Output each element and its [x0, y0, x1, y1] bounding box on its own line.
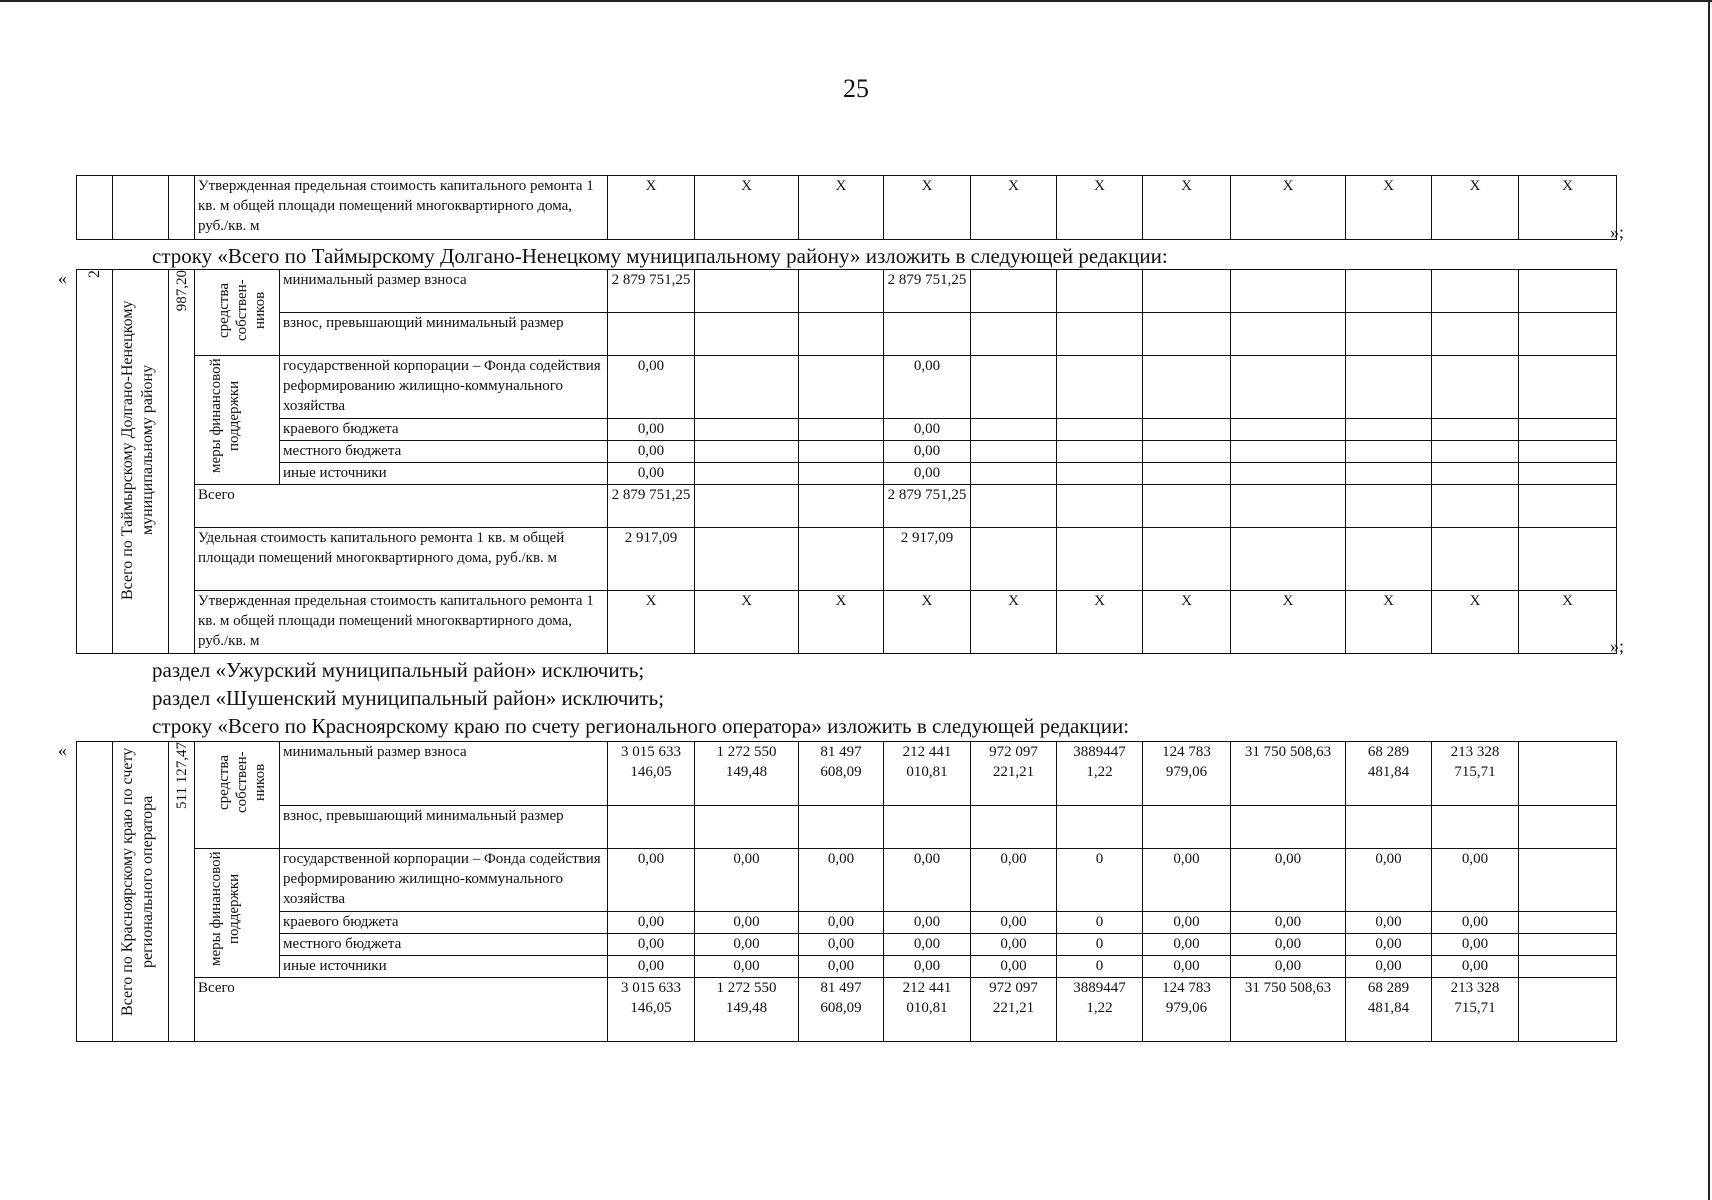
cell-empty — [695, 528, 799, 591]
value-cell: 0,00 — [1231, 956, 1346, 978]
cell-empty — [1432, 463, 1519, 485]
total-value: 213 328 715,71 — [1432, 978, 1519, 1042]
cell-empty — [799, 270, 884, 313]
row-number-text: 2 — [85, 270, 103, 278]
row-label: взнос, превышающий минимальный размер — [280, 313, 608, 356]
row-label: государственной корпорации – Фонда содействия реформированию жилищно-коммунального хозяйства — [280, 849, 608, 912]
cell-empty — [77, 176, 113, 240]
cell-empty — [1519, 463, 1617, 485]
cell-empty — [1057, 528, 1143, 591]
unit-cost-value: 2 917,09 — [608, 528, 695, 591]
close-quote-2: »; — [1610, 636, 1625, 656]
limit-cell: Х — [884, 591, 971, 654]
cell-empty — [971, 356, 1057, 419]
value-cell: 124 783 979,06 — [1143, 742, 1231, 806]
total-value: 212 441 010,81 — [884, 978, 971, 1042]
cell-empty — [799, 463, 884, 485]
total-value — [1519, 978, 1617, 1042]
value-cell: 0 — [1057, 849, 1143, 912]
value-cell: 0,00 — [884, 356, 971, 419]
total-value: 124 783 979,06 — [1143, 978, 1231, 1042]
cell-empty — [1432, 441, 1519, 463]
group-owners — [195, 742, 280, 849]
cell-empty — [1143, 441, 1231, 463]
value-cell: 0,00 — [884, 463, 971, 485]
value-cell: 0 — [1057, 956, 1143, 978]
cell-empty — [695, 356, 799, 419]
cell-empty — [1432, 806, 1519, 849]
value-cell: 0,00 — [608, 463, 695, 485]
limit-cell: Х — [799, 591, 884, 654]
total-value: 3 015 633 146,05 — [608, 978, 695, 1042]
limit-cell: Х — [1432, 176, 1519, 240]
instruction-taimyr: строку «Всего по Таймырскому Долгано-Ненецкому муниципальному району» изложить в следующей редакции: — [152, 244, 1168, 268]
value-cell: 0,00 — [608, 912, 695, 934]
value-cell: 0,00 — [1346, 934, 1432, 956]
limit-cell: Х — [884, 176, 971, 240]
value-cell: 0 — [1057, 934, 1143, 956]
value-cell: 2 879 751,25 — [884, 270, 971, 313]
cell-empty — [1519, 806, 1617, 849]
cell-empty — [971, 806, 1057, 849]
district-name — [113, 742, 169, 1042]
cell-empty — [1143, 528, 1231, 591]
cell-empty — [1057, 485, 1143, 528]
value-cell: 0,00 — [695, 912, 799, 934]
value-cell: 0,00 — [799, 934, 884, 956]
value-cell: 0,00 — [1143, 849, 1231, 912]
cell-empty — [1432, 485, 1519, 528]
value-cell: 68 289 481,84 — [1346, 742, 1432, 806]
value-cell: 213 328 715,71 — [1432, 742, 1519, 806]
cell-empty — [1432, 270, 1519, 313]
cell-empty — [971, 463, 1057, 485]
cell-empty — [1519, 270, 1617, 313]
cell-empty — [1143, 356, 1231, 419]
total-value: 3889447 1,22 — [1057, 978, 1143, 1042]
group-support-text: меры финансовой поддержки — [208, 851, 242, 967]
limit-cell: Х — [695, 176, 799, 240]
limit-cell: Х — [1231, 591, 1346, 654]
total-value: 1 272 550 149,48 — [695, 978, 799, 1042]
open-quote-1: « — [58, 268, 67, 288]
row-label: местного бюджета — [280, 934, 608, 956]
value-cell: 212 441 010,81 — [884, 742, 971, 806]
cell-empty — [1519, 485, 1617, 528]
limit-cost-label: Утвержденная предельная стоимость капитального ремонта 1 кв. м общей площади помещений многоквартирного дома, руб./кв. м — [195, 176, 608, 240]
total-value: 972 097 221,21 — [971, 978, 1057, 1042]
limit-cell: Х — [1519, 591, 1617, 654]
cell-empty — [1519, 419, 1617, 441]
cell-empty — [799, 441, 884, 463]
limit-cell: Х — [1346, 591, 1432, 654]
limit-cell: Х — [799, 176, 884, 240]
limit-cell: Х — [1519, 176, 1617, 240]
instruction-uzhur: раздел «Ужурский муниципальный район» исключить; — [152, 658, 645, 682]
total-label: Всего — [195, 485, 608, 528]
cell-empty — [1346, 485, 1432, 528]
taimyr-table — [76, 269, 1617, 654]
cell-empty — [1432, 419, 1519, 441]
limit-cell: Х — [1346, 176, 1432, 240]
cell-empty — [695, 441, 799, 463]
cell-empty — [695, 419, 799, 441]
page-right-edge — [1708, 0, 1710, 1200]
group-support — [195, 356, 280, 485]
cell-empty — [1057, 419, 1143, 441]
limit-cell: Х — [1143, 176, 1231, 240]
cell-empty — [695, 806, 799, 849]
cell-empty — [971, 441, 1057, 463]
cell-empty — [1231, 313, 1346, 356]
value-cell: 0,00 — [884, 849, 971, 912]
value-cell: 0,00 — [608, 956, 695, 978]
value-cell: 0,00 — [799, 956, 884, 978]
cell-empty — [1346, 313, 1432, 356]
value-cell: 0,00 — [608, 356, 695, 419]
value-cell: 0,00 — [884, 934, 971, 956]
cell-empty — [1519, 528, 1617, 591]
cell-empty — [799, 528, 884, 591]
value-cell: 3889447 1,22 — [1057, 742, 1143, 806]
group-owners — [195, 270, 280, 356]
value-cell: 1 272 550 149,48 — [695, 742, 799, 806]
cell-empty — [1057, 441, 1143, 463]
limit-cell: Х — [971, 591, 1057, 654]
value-cell — [1519, 742, 1617, 806]
row-label: краевого бюджета — [280, 912, 608, 934]
cell-empty — [971, 485, 1057, 528]
value-cell: 0,00 — [1432, 934, 1519, 956]
value-cell: 0,00 — [695, 849, 799, 912]
close-quote-1: »; — [1610, 222, 1625, 242]
area-cell — [169, 270, 195, 654]
limit-cell: Х — [1057, 591, 1143, 654]
unit-cost-label: Удельная стоимость капитального ремонта 1 кв. м общей площади помещений многоквартирного дома, руб./кв. м — [195, 528, 608, 591]
cell-empty — [1346, 806, 1432, 849]
value-cell: 0,00 — [971, 956, 1057, 978]
value-cell: 0,00 — [695, 934, 799, 956]
unit-cost-value: 2 917,09 — [884, 528, 971, 591]
value-cell: 0,00 — [695, 956, 799, 978]
value-cell: 31 750 508,63 — [1231, 742, 1346, 806]
value-cell: 0,00 — [884, 441, 971, 463]
cell-empty — [695, 463, 799, 485]
cell-empty — [1346, 356, 1432, 419]
instruction-shushen: раздел «Шушенский муниципальный район» исключить; — [152, 686, 665, 710]
value-cell: 0,00 — [799, 912, 884, 934]
cell-empty — [1143, 485, 1231, 528]
cell-empty — [1432, 313, 1519, 356]
value-cell: 0 — [1057, 912, 1143, 934]
row-label: государственной корпорации – Фонда содействия реформированию жилищно-коммунального хозяйства — [280, 356, 608, 419]
value-cell: 0,00 — [1231, 849, 1346, 912]
total-value: 2 879 751,25 — [884, 485, 971, 528]
cell-empty — [1519, 441, 1617, 463]
cell-empty — [695, 270, 799, 313]
value-cell — [1519, 849, 1617, 912]
cell-empty — [1231, 270, 1346, 313]
value-cell: 0,00 — [884, 956, 971, 978]
value-cell: 3 015 633 146,05 — [608, 742, 695, 806]
cell-empty — [1432, 528, 1519, 591]
page-top-edge — [0, 0, 1712, 2]
total-label: Всего — [195, 978, 608, 1042]
limit-cell: Х — [1143, 591, 1231, 654]
cell-empty — [1231, 528, 1346, 591]
limit-cell: Х — [608, 591, 695, 654]
limit-cell: Х — [695, 591, 799, 654]
cell-empty — [1346, 419, 1432, 441]
value-cell: 0,00 — [884, 419, 971, 441]
row-label: минимальный размер взноса — [280, 742, 608, 806]
area-value: 511 127,47 — [173, 742, 190, 809]
value-cell: 0,00 — [1143, 912, 1231, 934]
group-owners-text: средства собствен-ников — [216, 279, 268, 341]
cell-empty — [1057, 463, 1143, 485]
cell-empty — [1346, 441, 1432, 463]
cell-empty — [1057, 356, 1143, 419]
value-cell: 0,00 — [971, 934, 1057, 956]
total-value: 31 750 508,63 — [1231, 978, 1346, 1042]
cell-empty — [608, 806, 695, 849]
row-label: иные источники — [280, 956, 608, 978]
area-value: 987,20 — [173, 270, 190, 312]
value-cell: 0,00 — [1432, 912, 1519, 934]
value-cell: 81 497 608,09 — [799, 742, 884, 806]
value-cell: 0,00 — [799, 849, 884, 912]
limit-cost-label: Утвержденная предельная стоимость капитального ремонта 1 кв. м общей площади помещений многоквартирного дома, руб./кв. м — [195, 591, 608, 654]
value-cell: 0,00 — [608, 419, 695, 441]
cell-empty — [1346, 270, 1432, 313]
value-cell: 0,00 — [971, 912, 1057, 934]
page-number: 25 — [843, 74, 869, 103]
value-cell — [608, 313, 695, 356]
cell-empty — [1143, 463, 1231, 485]
value-cell: 0,00 — [608, 441, 695, 463]
value-cell: 0,00 — [1143, 956, 1231, 978]
value-cell: 0,00 — [971, 849, 1057, 912]
value-cell: 972 097 221,21 — [971, 742, 1057, 806]
value-cell: 0,00 — [608, 934, 695, 956]
value-cell: 0,00 — [608, 849, 695, 912]
cell-empty — [1143, 313, 1231, 356]
limit-cell: Х — [971, 176, 1057, 240]
cell-empty — [971, 419, 1057, 441]
row-label: взнос, превышающий минимальный размер — [280, 806, 608, 849]
cell-empty — [695, 313, 799, 356]
cell-empty — [1057, 270, 1143, 313]
value-cell — [884, 313, 971, 356]
cell-empty — [1346, 528, 1432, 591]
value-cell — [1519, 912, 1617, 934]
total-value: 2 879 751,25 — [608, 485, 695, 528]
value-cell — [1519, 956, 1617, 978]
cell-empty — [971, 528, 1057, 591]
limit-cell: Х — [1231, 176, 1346, 240]
row-label: местного бюджета — [280, 441, 608, 463]
cell-empty — [799, 419, 884, 441]
cell-empty — [799, 356, 884, 419]
cell-empty — [971, 313, 1057, 356]
cell-empty — [1057, 806, 1143, 849]
value-cell: 0,00 — [1231, 934, 1346, 956]
value-cell: 0,00 — [1432, 849, 1519, 912]
cell-empty — [1231, 419, 1346, 441]
cell-empty — [169, 176, 195, 240]
value-cell: 0,00 — [1346, 912, 1432, 934]
instruction-krai: строку «Всего по Красноярскому краю по счету регионального оператора» изложить в следующей редакции: — [152, 714, 1130, 738]
value-cell: 2 879 751,25 — [608, 270, 695, 313]
area-cell — [169, 742, 195, 1042]
cell-empty — [1231, 485, 1346, 528]
district-name-text: Всего по Красноярскому краю по счету регионального оператора — [118, 747, 156, 1017]
value-cell: 0,00 — [1143, 934, 1231, 956]
cell-empty — [971, 270, 1057, 313]
group-support — [195, 849, 280, 978]
cell-empty — [1432, 356, 1519, 419]
cell-empty — [1231, 806, 1346, 849]
row-number — [77, 270, 113, 654]
value-cell — [1519, 934, 1617, 956]
limit-cell: Х — [608, 176, 695, 240]
cell-empty — [799, 806, 884, 849]
cell-empty — [1231, 441, 1346, 463]
district-name — [113, 270, 169, 654]
cell-empty — [695, 485, 799, 528]
cell-empty — [799, 485, 884, 528]
row-label: краевого бюджета — [280, 419, 608, 441]
limit-cell: Х — [1057, 176, 1143, 240]
row-label: иные источники — [280, 463, 608, 485]
value-cell: 0,00 — [884, 912, 971, 934]
total-value: 81 497 608,09 — [799, 978, 884, 1042]
row-number — [77, 742, 113, 1042]
cell-empty — [1231, 356, 1346, 419]
cell-empty — [884, 806, 971, 849]
cell-empty — [1519, 356, 1617, 419]
krai-table — [76, 741, 1617, 1042]
open-quote-2: « — [58, 740, 67, 760]
group-owners-text: средства собствен-ников — [216, 751, 268, 813]
limit-cell: Х — [1432, 591, 1519, 654]
cell-empty — [1231, 463, 1346, 485]
value-cell: 0,00 — [1346, 849, 1432, 912]
cell-empty — [1143, 419, 1231, 441]
district-name-text: Всего по Таймырскому Долгано-Ненецкому муниципальному району — [118, 300, 156, 600]
value-cell: 0,00 — [1231, 912, 1346, 934]
cell-empty — [1519, 313, 1617, 356]
cell-empty — [1057, 313, 1143, 356]
row-label: минимальный размер взноса — [280, 270, 608, 313]
value-cell: 0,00 — [1346, 956, 1432, 978]
group-support-text: меры финансовой поддержки — [208, 358, 242, 474]
value-cell: 0,00 — [1432, 956, 1519, 978]
cell-empty — [113, 176, 169, 240]
cell-empty — [1346, 463, 1432, 485]
cell-empty — [1143, 270, 1231, 313]
cell-empty — [1143, 806, 1231, 849]
cell-empty — [799, 313, 884, 356]
top-table — [76, 175, 1617, 240]
total-value: 68 289 481,84 — [1346, 978, 1432, 1042]
